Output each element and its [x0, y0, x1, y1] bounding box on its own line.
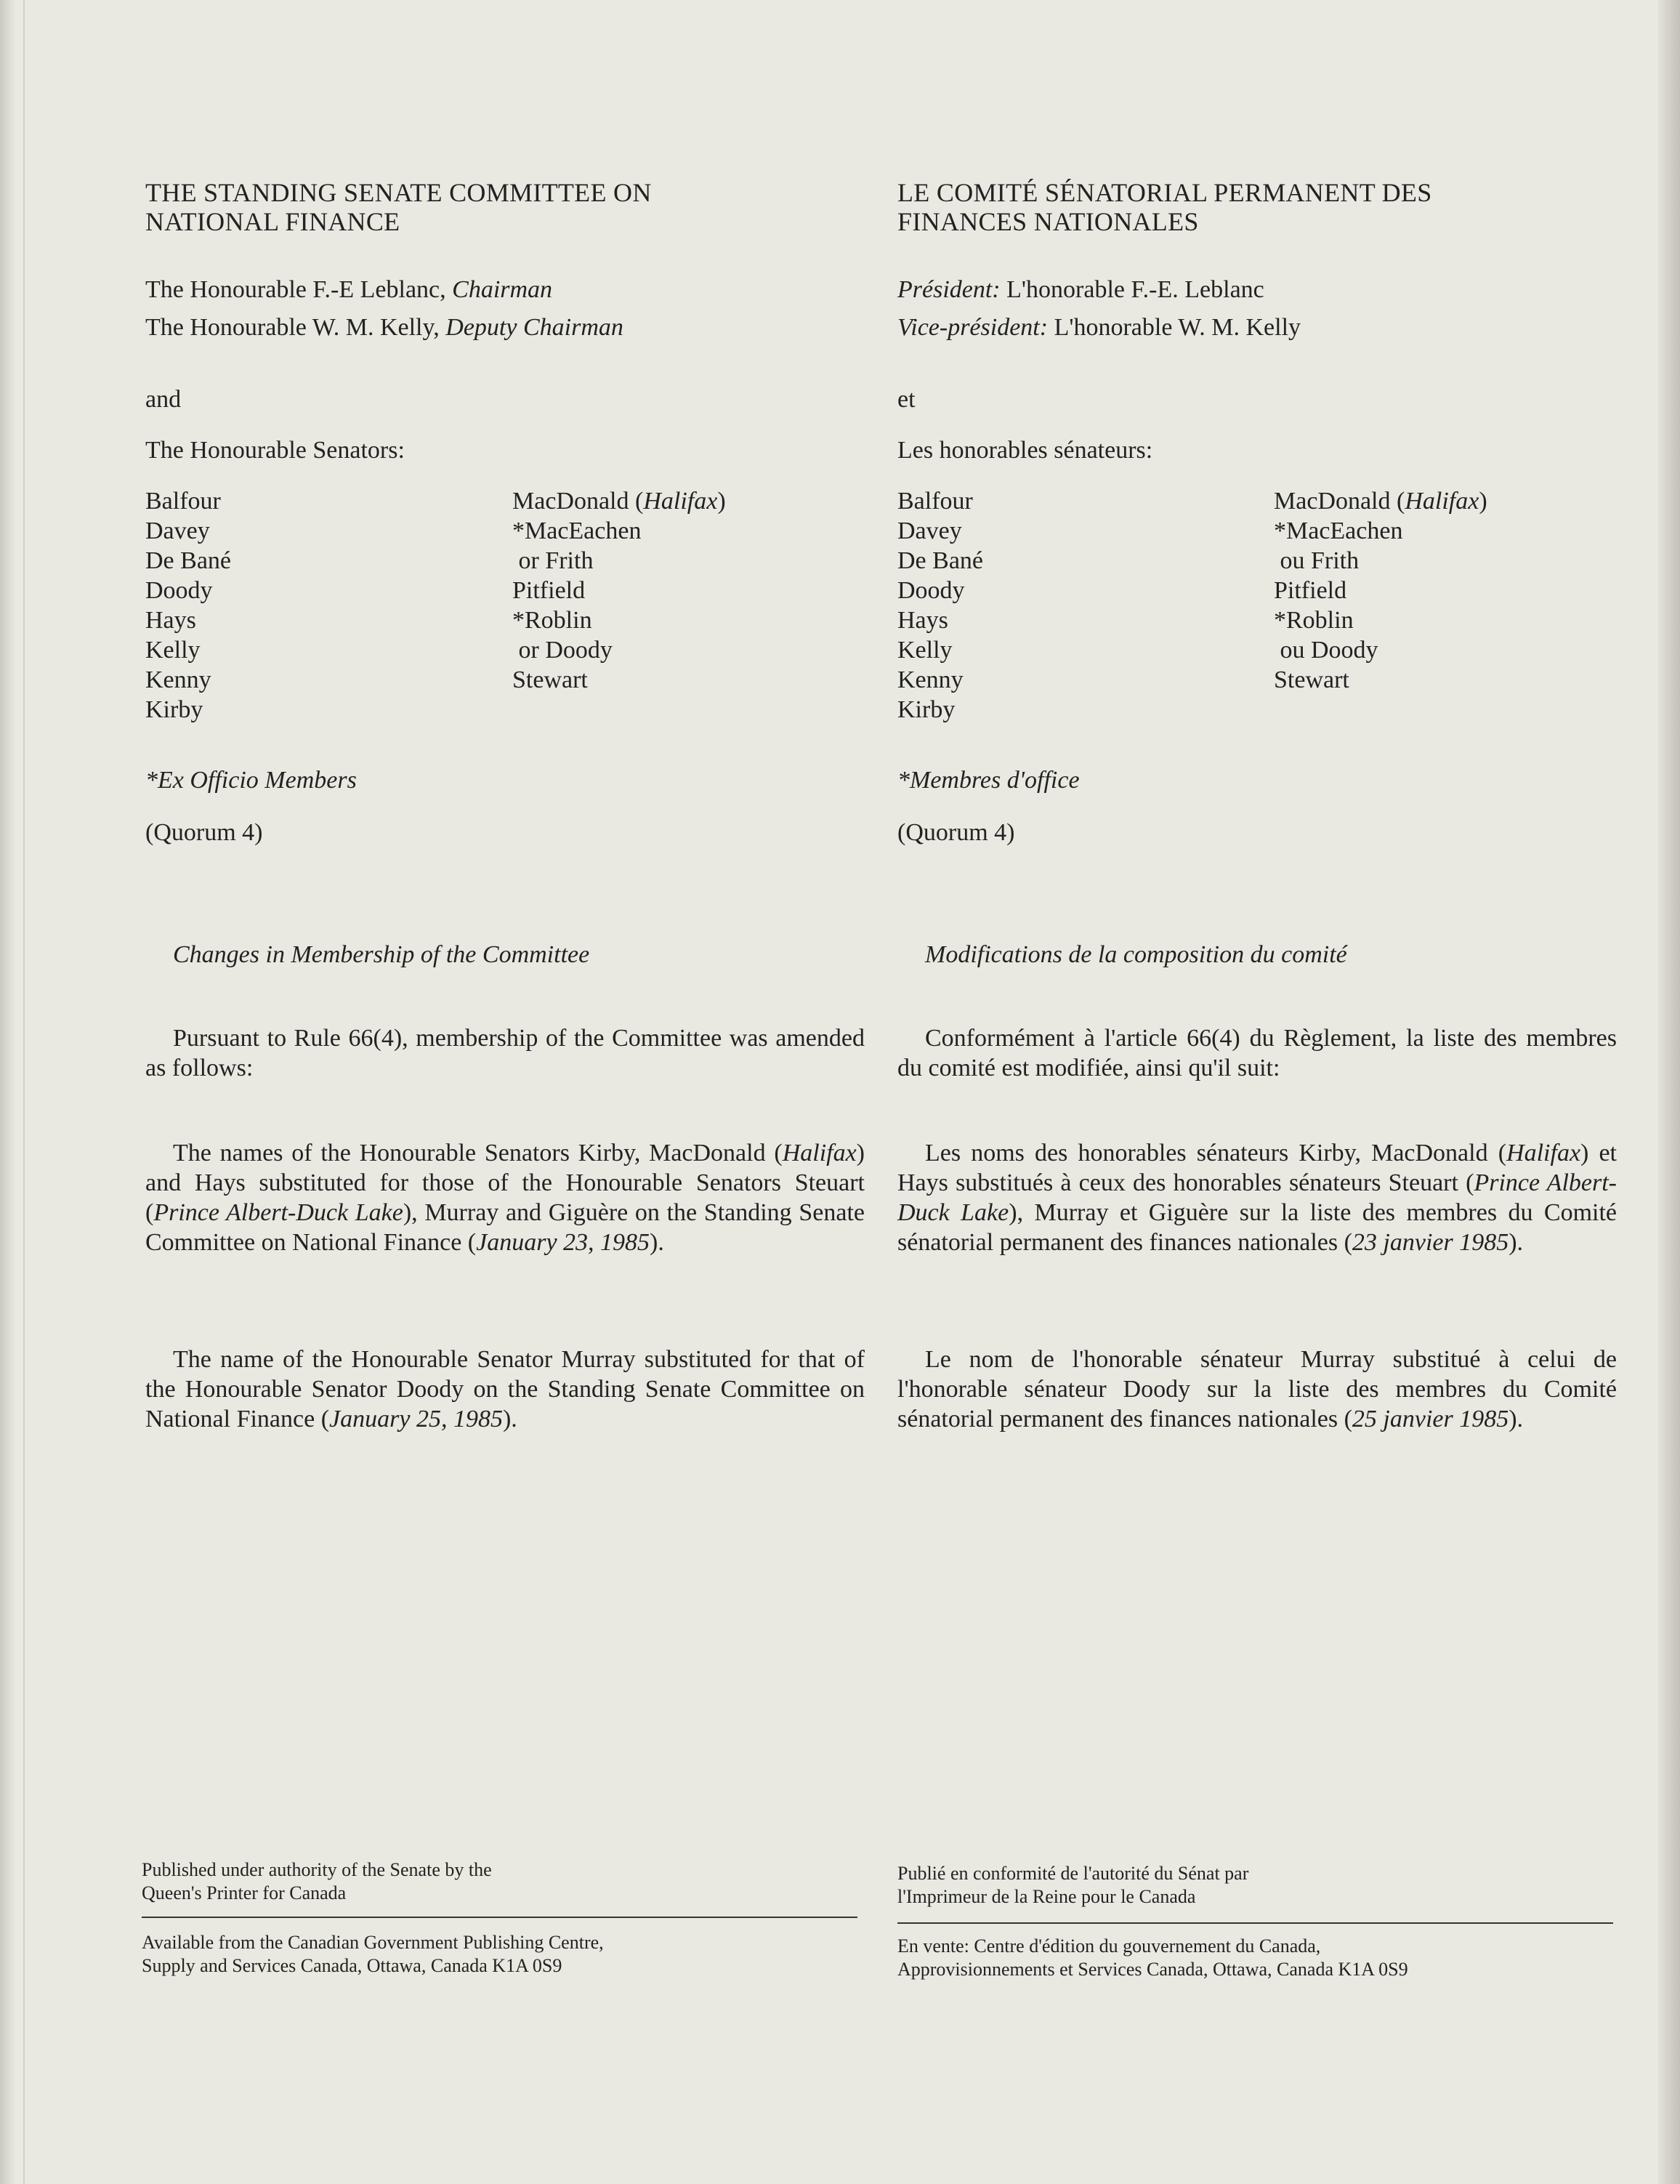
membership-paragraph-2: The names of the Honourable Senators Kirby, MacDonald (Halifax) and Hays substituted for those of the Honourable Senators Steuart (Prince Albert-Duck Lake), Murray and Giguère on the Standing Senate Committee on National Finance (January 23, 1985). [145, 1140, 865, 1256]
and-text: et [897, 386, 916, 413]
deputy-name: L'honorable W. M. Kelly [1048, 314, 1301, 341]
member-name: *Roblin [512, 607, 592, 634]
membership-paragraph-1: Conformément à l'article 66(4) du Règlement, la liste des membres du comité est modifiée, ainsi qu'il suit: [897, 1025, 1617, 1081]
member-name: Balfour [897, 488, 973, 515]
divider [897, 1922, 1613, 1924]
member-name: ou Doody [1274, 637, 1378, 664]
page-right-edge [1658, 0, 1680, 2184]
member-name: Stewart [1274, 666, 1349, 693]
member-name: ou Frith [1274, 547, 1360, 574]
member-name: Kenny [897, 666, 964, 693]
member-name: Pitfield [512, 577, 586, 604]
member-name: De Bané [897, 547, 984, 574]
committee-title-line: LE COMITÉ SÉNATORIAL PERMANENT DES [897, 178, 1432, 207]
chairman-role: Chairman [452, 276, 553, 303]
member-name: Doody [897, 577, 965, 604]
member-name: De Bané [145, 547, 232, 574]
chairman-line [897, 276, 1264, 304]
member-name: Kirby [897, 696, 956, 723]
member-name: Doody [145, 577, 213, 604]
membership-paragraph-1: Pursuant to Rule 66(4), membership of the Committee was amended as follows: [145, 1025, 865, 1081]
chairman-role: Président: [897, 276, 1001, 303]
members-left-list [897, 486, 983, 725]
page-left-edge [0, 0, 16, 2184]
senators-intro: The Honourable Senators: [145, 437, 405, 464]
chairman-name: L'honorable F.-E. Leblanc [1000, 276, 1264, 303]
membership-paragraph-3: The name of the Honourable Senator Murray substituted for that of the Honourable Senator Doody on the Standing Senate Committee on National Finance (January 25, 1985). [145, 1346, 865, 1433]
membership-paragraph-3: Le nom de l'honorable sénateur Murray substitué à celui de l'honorable sénateur Doody sur la liste des membres du Comité sénatorial permanent des finances nationales (25 janvier 1985). [897, 1346, 1617, 1433]
membership-paragraph-2: Les noms des honorables sénateurs Kirby, MacDonald (Halifax) et Hays substitués à ceux des honorables sénateurs Steuart (Prince Albert-Duck Lake), Murray et Giguère sur la liste des membres du Comité sénatorial permanent des finances nationales (23 janvier 1985). [897, 1140, 1618, 1256]
member-name: Kelly [145, 637, 201, 664]
senators-intro: Les honorables sénateurs: [897, 437, 1153, 464]
member-name: Balfour [145, 488, 221, 515]
deputy-role: Deputy Chairman [445, 314, 623, 341]
member-name: Davey [145, 517, 210, 544]
member-name: Kirby [145, 696, 203, 723]
deputy-role: Vice-président: [897, 314, 1049, 341]
member-name: Kenny [145, 666, 211, 693]
member-name: Pitfield [1274, 577, 1347, 604]
member-name: Kelly [897, 637, 953, 664]
committee-title [897, 178, 1432, 236]
member-name: *MacEachen [512, 517, 642, 544]
quorum-note: (Quorum 4) [145, 819, 263, 846]
and-text: and [145, 386, 182, 413]
changes-heading: Changes in Membership of the Committee [173, 941, 590, 968]
chairman-name: The Honourable F.-E Leblanc, [145, 276, 453, 303]
page-fold-line [23, 0, 25, 2184]
member-name: *Roblin [1274, 607, 1354, 634]
deputy-line [897, 314, 1301, 342]
published-note: Published under authority of the Senate by the Queen's Printer for Canada [142, 1859, 492, 1903]
member-name: MacDonald (Halifax) [1274, 488, 1487, 515]
member-name: or Frith [512, 547, 594, 574]
quorum-note: (Quorum 4) [897, 819, 1015, 846]
committee-title-line: NATIONAL FINANCE [145, 207, 400, 236]
divider [142, 1917, 857, 1918]
available-note: En vente: Centre d'édition du gouvernement du Canada, Approvisionnements et Services Canada, Ottawa, Canada K1A 0S9 [897, 1935, 1408, 1980]
committee-title-line: THE STANDING SENATE COMMITTEE ON [145, 178, 652, 207]
members-right-list [1274, 486, 1487, 695]
member-name: MacDonald (Halifax) [512, 488, 726, 515]
published-note: Publié en conformité de l'autorité du Sénat par l'Imprimeur de la Reine pour le Canada [897, 1863, 1249, 1907]
ex-officio-note: *Membres d'office [897, 767, 1080, 794]
member-name: Davey [897, 517, 962, 544]
committee-title [145, 178, 652, 236]
chairman-line [145, 276, 552, 304]
available-note: Available from the Canadian Government Publishing Centre, Supply and Services Canada, Ottawa, Canada K1A 0S9 [142, 1932, 604, 1976]
member-name: Hays [897, 607, 948, 634]
member-name: Hays [145, 607, 196, 634]
deputy-line [145, 314, 623, 342]
committee-title-line: FINANCES NATIONALES [897, 207, 1199, 236]
members-right-list [512, 486, 726, 695]
deputy-name: The Honourable W. M. Kelly, [145, 314, 446, 341]
changes-heading: Modifications de la composition du comité [925, 941, 1347, 968]
member-name: Stewart [512, 666, 588, 693]
member-name: *MacEachen [1274, 517, 1403, 544]
member-name: or Doody [512, 637, 613, 664]
ex-officio-note: *Ex Officio Members [145, 767, 357, 794]
members-left-list [145, 486, 231, 725]
